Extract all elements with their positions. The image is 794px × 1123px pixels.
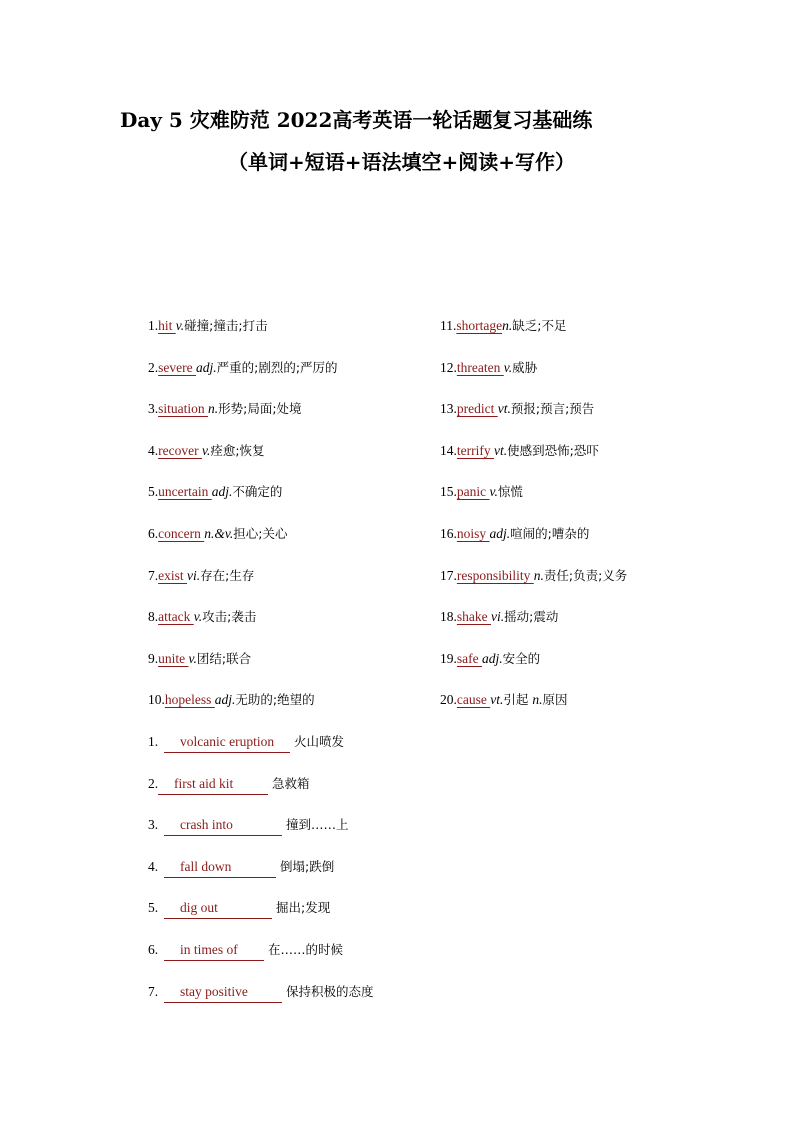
answer-word: hopeless: [164, 692, 215, 708]
item-number: 13.: [440, 401, 457, 417]
item-number: 4.: [148, 442, 159, 458]
answer-word: situation: [158, 401, 208, 417]
phrase-item: [148, 816, 349, 836]
part-of-speech: v.: [489, 484, 498, 500]
part-of-speech: v.: [201, 442, 211, 458]
vocab-item: [440, 608, 558, 626]
vocab-item: [148, 608, 256, 626]
chinese-meaning: 担心;关心: [233, 526, 288, 541]
vocab-item: [148, 691, 315, 709]
item-number: 6.: [148, 942, 159, 957]
part-of-speech: n.: [532, 692, 543, 708]
part-of-speech: adj.: [214, 692, 236, 708]
answer-blank: fall down: [164, 858, 276, 878]
vocab-item: [148, 567, 254, 585]
item-number: 17.: [440, 567, 457, 583]
vocab-item: [148, 525, 287, 543]
chinese-meaning: 摇动;震动: [504, 609, 559, 625]
answer-word: unite: [158, 650, 189, 666]
part-of-speech: n.: [502, 318, 513, 333]
part-of-speech: n.&v.: [204, 526, 234, 541]
chinese-meaning: 急救箱: [272, 775, 310, 791]
item-number: 18.: [440, 609, 457, 625]
chinese-meaning: 攻击;袭击: [202, 609, 257, 625]
chinese-meaning: 团结;联合: [196, 650, 252, 666]
item-number: 3.: [148, 817, 159, 833]
answer-blank: in times of: [164, 941, 264, 961]
item-number: 11.: [440, 318, 457, 333]
vocab-item: [148, 400, 302, 418]
vocab-item: [148, 442, 265, 460]
item-number: 1.: [148, 734, 159, 749]
part-of-speech: vt.: [493, 442, 508, 458]
phrase-item: [148, 775, 310, 795]
part-of-speech: n.: [533, 567, 544, 583]
item-number: 14.: [440, 442, 457, 458]
chinese-meaning: 威胁: [512, 359, 538, 375]
chinese-meaning: 使感到恐怖;恐吓: [507, 442, 599, 458]
vocab-item: [440, 483, 523, 501]
item-number: 5.: [148, 900, 159, 916]
chinese-meaning: 存在;生存: [200, 567, 255, 583]
answer-word: shake: [456, 609, 491, 625]
item-number: 16.: [440, 526, 457, 541]
chinese-meaning: 碰撞;撞击;打击: [184, 318, 268, 333]
chinese-meaning: 惊慌: [497, 484, 523, 500]
item-number: 5.: [148, 484, 159, 500]
chinese-meaning: 倒塌;跌倒: [280, 858, 335, 874]
chinese-meaning: 喧闹的;嘈杂的: [510, 526, 590, 541]
chinese-meaning: 掘出;发现: [276, 900, 331, 916]
part-of-speech: adj.: [481, 650, 503, 666]
answer-word: noisy: [456, 526, 490, 541]
chinese-meaning: 形势;局面;处境: [218, 401, 302, 417]
phrase-item: [148, 983, 374, 1003]
vocab-item: [440, 691, 567, 709]
answer-blank: stay positive: [164, 983, 282, 1003]
item-number: 7.: [148, 567, 159, 583]
vocab-item: [440, 359, 537, 377]
phrase-item: [148, 858, 334, 878]
answer-word: predict: [456, 401, 498, 417]
part-of-speech: v.: [193, 609, 203, 625]
vocab-item: [440, 400, 594, 418]
item-number: 15.: [440, 484, 457, 500]
part-of-speech: adj.: [211, 484, 233, 500]
item-number: 9.: [148, 650, 159, 666]
item-number: 10.: [148, 692, 165, 708]
item-number: 1.: [148, 318, 159, 333]
answer-word: exist: [158, 567, 187, 583]
chinese-meaning: 责任;负责;义务: [543, 567, 628, 583]
item-number: 20.: [440, 692, 457, 708]
chinese-meaning: 安全的: [502, 650, 541, 666]
vocab-item: [440, 650, 540, 668]
document-subtitle: （单词+短语+语法填空+阅读+写作）: [228, 150, 576, 174]
answer-word: cause: [456, 692, 491, 708]
vocab-item: [148, 359, 338, 377]
answer-blank: dig out: [164, 899, 272, 919]
answer-word: recover: [158, 442, 202, 458]
answer-word: hit: [158, 318, 176, 333]
vocab-item: [440, 567, 627, 585]
vocab-item: [148, 650, 251, 668]
item-number: 2.: [148, 775, 159, 791]
answer-word: terrify: [456, 442, 494, 458]
answer-word: severe: [158, 359, 196, 375]
chinese-meaning: 缺乏;不足: [512, 318, 567, 333]
item-number: 3.: [148, 401, 159, 417]
answer-blank: volcanic eruption: [164, 733, 290, 753]
answer-word: attack: [158, 609, 194, 625]
chinese-meaning: 火山喷发: [294, 734, 345, 749]
item-number: 19.: [440, 650, 457, 666]
answer-word: uncertain: [158, 484, 212, 500]
item-number: 6.: [148, 526, 159, 541]
chinese-meaning: 不确定的: [232, 484, 283, 500]
vocab-item: [148, 317, 268, 335]
answer-blank: crash into: [164, 816, 282, 836]
part-of-speech: v.: [503, 359, 513, 375]
part-of-speech: n.: [208, 401, 219, 417]
part-of-speech: vt.: [490, 692, 504, 708]
part-of-speech: adj.: [489, 526, 511, 541]
answer-word: threaten: [456, 359, 504, 375]
item-number: 7.: [148, 983, 159, 999]
vocab-item: [440, 442, 599, 460]
answer-word: safe: [456, 650, 482, 666]
item-number: 8.: [148, 609, 159, 625]
vocab-item: [440, 525, 589, 543]
chinese-meaning: 痊愈;恢复: [210, 442, 265, 458]
part-of-speech: v.: [188, 650, 197, 666]
item-number: 2.: [148, 359, 159, 375]
vocab-item: [148, 483, 282, 501]
part-of-speech: v.: [175, 318, 185, 333]
item-number: 12.: [440, 359, 457, 375]
answer-word: concern: [158, 526, 205, 541]
answer-word: responsibility: [456, 567, 534, 583]
vocab-item: [440, 317, 566, 335]
chinese-meaning: 预报;预言;预告: [510, 401, 595, 417]
chinese-meaning: 严重的;剧烈的;严厉的: [216, 359, 338, 375]
answer-word: shortage: [456, 318, 503, 333]
chinese-meaning: 撞到……上: [286, 817, 349, 833]
answer-word: panic: [456, 484, 490, 500]
phrase-item: [148, 941, 343, 961]
chinese-meaning: 在……的时候: [268, 942, 344, 957]
phrase-item: [148, 733, 344, 753]
chinese-meaning: 无助的;绝望的: [235, 692, 315, 708]
part-of-speech: vi.: [187, 567, 201, 583]
part-of-speech: adj.: [195, 359, 217, 375]
part-of-speech: vt.: [497, 401, 511, 417]
chinese-meaning: 原因: [542, 692, 568, 708]
chinese-meaning: 引起: [503, 692, 533, 708]
part-of-speech: vi.: [491, 609, 505, 625]
answer-blank: first aid kit: [158, 775, 268, 795]
phrase-item: [148, 899, 330, 919]
item-number: 4.: [148, 858, 159, 874]
chinese-meaning: 保持积极的态度: [286, 983, 374, 999]
document-title: Day 5 灾难防范 2022高考英语一轮话题复习基础练: [120, 108, 593, 132]
